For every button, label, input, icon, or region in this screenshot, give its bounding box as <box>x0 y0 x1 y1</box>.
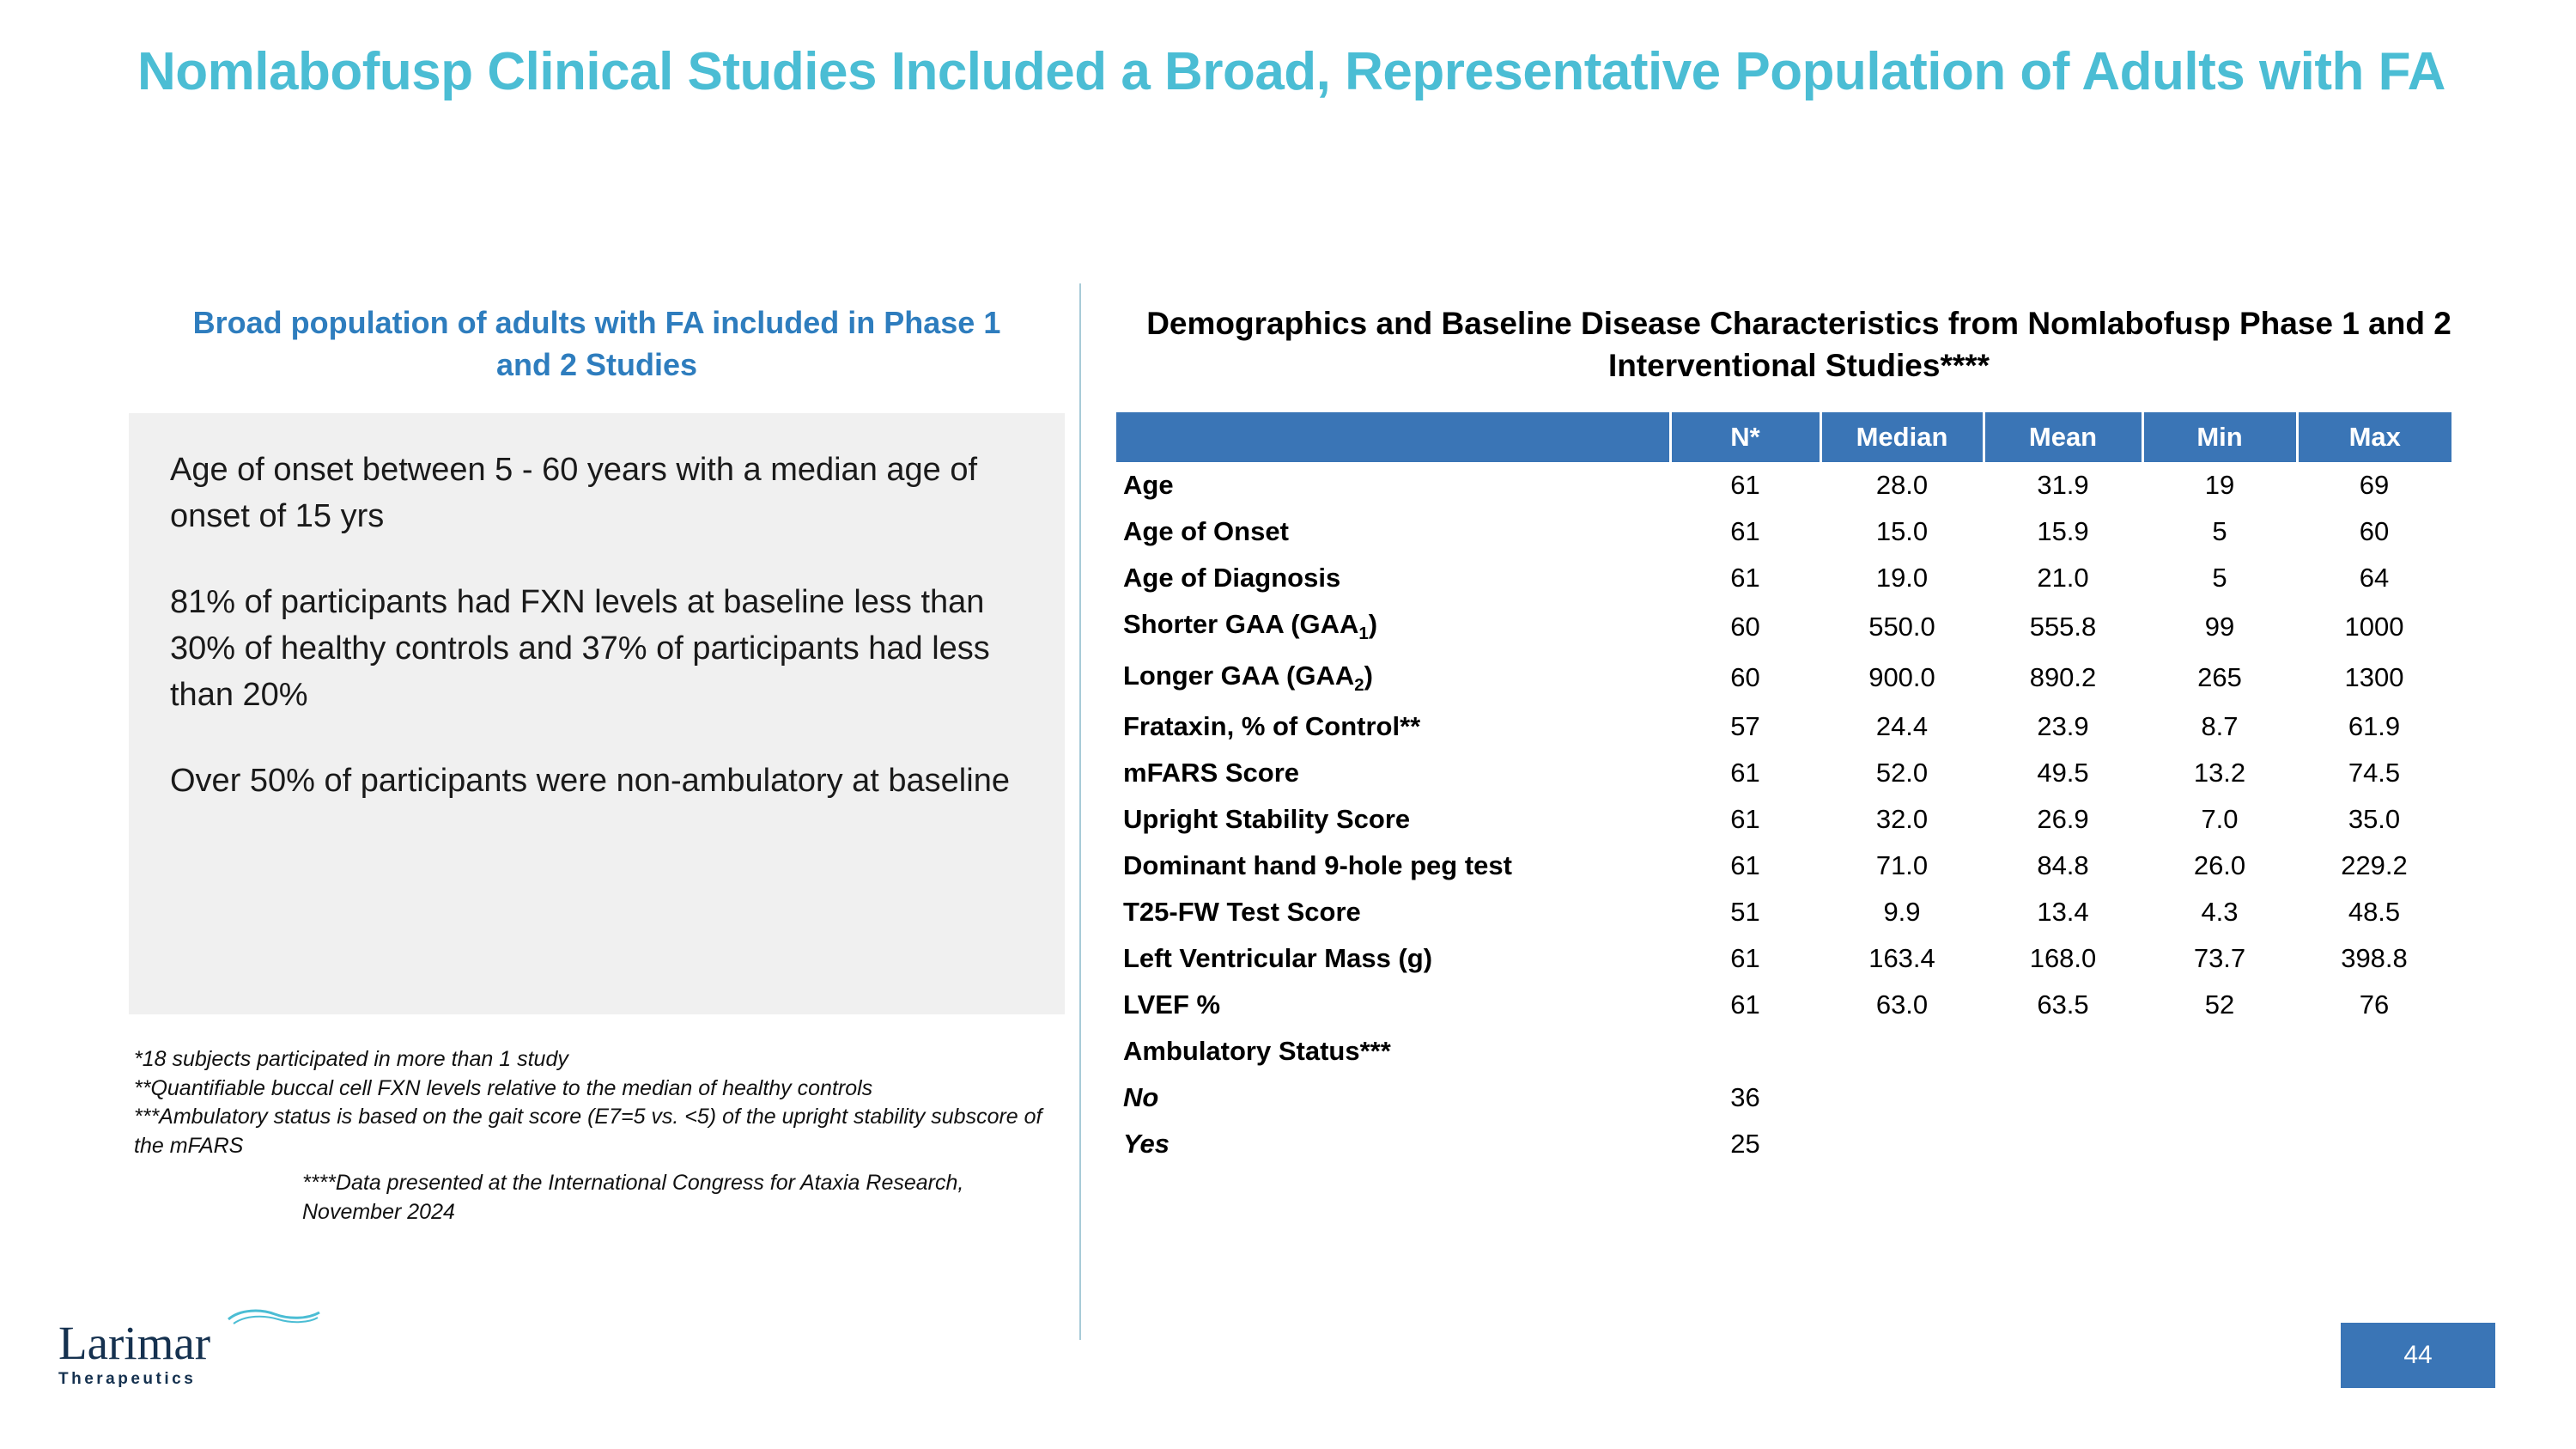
cell-max: 61.9 <box>2348 710 2401 741</box>
cell-min: 4.3 <box>2201 896 2239 927</box>
cell-median: 15.0 <box>1875 516 1929 547</box>
cell-mean: 555.8 <box>2029 612 2097 642</box>
row-label: Age of Onset <box>1123 516 1289 547</box>
cell-median: 163.4 <box>1868 942 1935 973</box>
cell-max: 1300 <box>2344 662 2404 693</box>
row-label: Longer GAA $(GAA_2)$ <box>1123 660 1373 695</box>
cell-max: 64 <box>2359 563 2390 594</box>
company-logo <box>58 1319 316 1389</box>
column-header-median: Median <box>1820 412 1984 462</box>
cell-min: 26.0 <box>2193 849 2246 880</box>
column-header-label <box>1116 412 1670 462</box>
cell-median: 900.0 <box>1868 662 1935 693</box>
cell-mean: 26.9 <box>2037 803 2089 834</box>
table-row <box>1116 935 2451 982</box>
cell-mean <box>1984 1075 2142 1121</box>
cell-mean: 21.0 <box>2037 563 2089 594</box>
table-row <box>1116 703 2451 750</box>
cell-n: 61 <box>1730 516 1760 547</box>
table-row <box>1116 1028 2451 1075</box>
column-header-mean: Mean <box>1984 412 2142 462</box>
cell-median: 550.0 <box>1868 612 1935 642</box>
cell-median <box>1820 1075 1984 1121</box>
cell-mean: 84.8 <box>2037 849 2089 880</box>
row-label: Frataxin, % of Control** <box>1123 710 1421 741</box>
cell-min <box>2142 1028 2297 1075</box>
table-row <box>1116 982 2451 1028</box>
cell-n: 60 <box>1730 612 1760 642</box>
cell-min: 13.2 <box>2193 757 2246 788</box>
footnote-4: ****Data presented at the International Congress for Ataxia Research, November 2024 <box>302 1171 964 1224</box>
logo-wordmark: Larimar <box>58 1317 211 1369</box>
cell-n: 36 <box>1730 1081 1760 1112</box>
cell-n: 51 <box>1730 896 1760 927</box>
table-row <box>1116 796 2451 843</box>
table-row <box>1116 1121 2451 1167</box>
table-header-row <box>1116 412 2451 462</box>
cell-min: 8.7 <box>2201 710 2239 741</box>
cell-median: 9.9 <box>1883 896 1921 927</box>
page-number: 44 <box>2341 1323 2495 1388</box>
cell-n: 61 <box>1730 942 1760 973</box>
cell-max: 69 <box>2359 470 2390 501</box>
left-highlight-box <box>129 413 1065 1014</box>
cell-min: 5 <box>2212 563 2227 594</box>
cell-n: 57 <box>1730 710 1760 741</box>
left-column-heading: Broad population of adults with FA included in Phase 1 and 2 Studies <box>192 305 1001 382</box>
cell-mean: 23.9 <box>2037 710 2089 741</box>
cell-max: 48.5 <box>2348 896 2401 927</box>
left-paragraph-2: 81% of participants had FXN levels at baseline less than 30% of healthy controls and 37% of participants had less than 20% <box>170 584 990 713</box>
table-heading: Demographics and Baseline Disease Characteristics from Nomlabofusp Phase 1 and 2 Interventional Studies**** <box>1146 306 2451 384</box>
row-label: T25-FW Test Score <box>1123 896 1361 927</box>
left-column <box>129 302 1065 1227</box>
row-label: Age of Diagnosis <box>1123 563 1341 594</box>
table-row <box>1116 508 2451 555</box>
row-label: mFARS Score <box>1123 757 1300 788</box>
cell-n: 25 <box>1730 1128 1760 1159</box>
row-label: Upright Stability Score <box>1123 803 1411 834</box>
row-label: Shorter GAA $(GAA_1)$ <box>1123 609 1378 644</box>
row-label: LVEF % <box>1123 989 1221 1020</box>
cell-min: 19 <box>2204 470 2235 501</box>
logo-tagline: Therapeutics <box>58 1370 197 1388</box>
cell-min: 99 <box>2204 612 2235 642</box>
cell-n: 61 <box>1730 849 1760 880</box>
cell-mean: 168.0 <box>2029 942 2097 973</box>
cell-n: 61 <box>1730 470 1760 501</box>
cell-min: 73.7 <box>2193 942 2246 973</box>
table-row <box>1116 889 2451 935</box>
row-label: No <box>1123 1081 1159 1112</box>
cell-max: 229.2 <box>2341 849 2408 880</box>
cell-median: 28.0 <box>1875 470 1929 501</box>
cell-n: 61 <box>1730 803 1760 834</box>
column-header-max: Max <box>2297 412 2451 462</box>
row-label: Yes <box>1123 1128 1170 1159</box>
cell-median: 19.0 <box>1875 563 1929 594</box>
cell-max: 35.0 <box>2348 803 2401 834</box>
cell-median: 24.4 <box>1875 710 1929 741</box>
cell-n: 61 <box>1730 757 1760 788</box>
left-paragraph-3: Over 50% of participants were non-ambulatory at baseline <box>170 762 1010 799</box>
cell-min <box>2142 1121 2297 1167</box>
cell-n: 60 <box>1730 662 1760 693</box>
row-label: Dominant hand 9-hole peg test <box>1123 849 1512 880</box>
cell-max: 1000 <box>2344 612 2404 642</box>
column-header-n: N* <box>1670 412 1820 462</box>
row-label: Ambulatory Status*** <box>1123 1035 1391 1066</box>
cell-median: 63.0 <box>1875 989 1929 1020</box>
right-column <box>1116 302 2482 1167</box>
row-label: Left Ventricular Mass (g) <box>1123 942 1433 973</box>
cell-n: 61 <box>1730 563 1760 594</box>
cell-median <box>1820 1028 1984 1075</box>
footnote-1: *18 subjects participated in more than 1 study <box>134 1047 568 1072</box>
cell-mean <box>1984 1028 2142 1075</box>
cell-mean: 13.4 <box>2037 896 2089 927</box>
table-row <box>1116 462 2451 508</box>
cell-min: 52 <box>2204 989 2235 1020</box>
footnote-3: ***Ambulatory status is based on the gait score (E7=5 vs. <5) of the upright stability subscore of the mFARS <box>134 1105 1042 1158</box>
cell-max: 60 <box>2359 516 2390 547</box>
cell-mean <box>1984 1121 2142 1167</box>
demographics-table <box>1116 412 2451 1166</box>
table-row <box>1116 555 2451 601</box>
column-divider <box>1079 283 1081 1340</box>
cell-median <box>1820 1121 1984 1167</box>
cell-min <box>2142 1075 2297 1121</box>
footnote-2: **Quantifiable buccal cell FXN levels relative to the median of healthy controls <box>134 1075 873 1100</box>
cell-min: 5 <box>2212 516 2227 547</box>
cell-mean: 31.9 <box>2037 470 2089 501</box>
cell-mean: 63.5 <box>2037 989 2089 1020</box>
cell-mean: 49.5 <box>2037 757 2089 788</box>
cell-n <box>1670 1028 1820 1075</box>
cell-mean: 890.2 <box>2029 662 2097 693</box>
page-title: Nomlabofusp Clinical Studies Included a Broad, Representative Population of Adults with FA <box>137 42 2445 101</box>
column-header-min: Min <box>2142 412 2297 462</box>
cell-max <box>2297 1075 2451 1121</box>
table-row <box>1116 653 2451 703</box>
cell-max: 74.5 <box>2348 757 2401 788</box>
cell-mean: 15.9 <box>2037 516 2089 547</box>
cell-max: 398.8 <box>2341 942 2408 973</box>
cell-max <box>2297 1028 2451 1075</box>
cell-median: 52.0 <box>1875 757 1929 788</box>
cell-median: 71.0 <box>1875 849 1929 880</box>
table-body <box>1116 462 2451 1166</box>
cell-n: 61 <box>1730 989 1760 1020</box>
table-row <box>1116 1075 2451 1121</box>
footnotes <box>129 1045 1065 1227</box>
cell-max: 76 <box>2359 989 2390 1020</box>
cell-min: 265 <box>2197 662 2242 693</box>
cell-median: 32.0 <box>1875 803 1929 834</box>
table-row <box>1116 843 2451 889</box>
table-row <box>1116 750 2451 796</box>
cell-min: 7.0 <box>2201 803 2239 834</box>
cell-max <box>2297 1121 2451 1167</box>
table-row <box>1116 601 2451 652</box>
row-label: Age <box>1123 470 1174 501</box>
logo-swoosh-icon <box>227 1307 321 1326</box>
left-paragraph-1: Age of onset between 5 - 60 years with a median age of onset of 15 yrs <box>170 452 978 535</box>
